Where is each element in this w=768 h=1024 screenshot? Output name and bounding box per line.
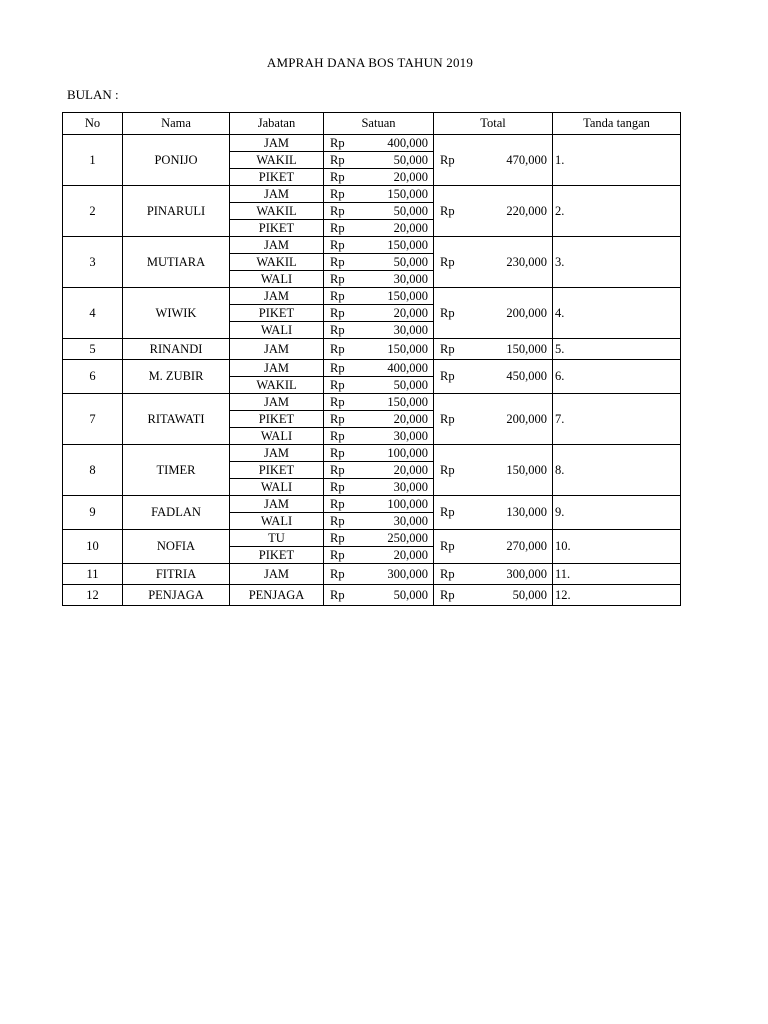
satuan-amount: 250,000	[387, 530, 428, 545]
cell-tanda-tangan: 10.	[553, 530, 681, 564]
cell-total	[434, 496, 553, 530]
cell-tanda-tangan: 2.	[553, 186, 681, 237]
satuan-amount: 20,000	[393, 462, 428, 477]
table-row	[63, 496, 681, 513]
cell-satuan	[324, 377, 434, 394]
currency-label: Rp	[330, 566, 345, 581]
currency-label: Rp	[330, 169, 345, 184]
cell-nama: M. ZUBIR	[123, 360, 230, 394]
cell-tanda-tangan: 8.	[553, 445, 681, 496]
cell-jabatan: JAM	[230, 237, 324, 254]
cell-jabatan: WALI	[230, 322, 324, 339]
currency-label: Rp	[330, 254, 345, 269]
currency-label: Rp	[330, 445, 345, 460]
cell-total	[434, 530, 553, 564]
currency-label: Rp	[330, 360, 345, 375]
cell-no: 10	[63, 530, 123, 564]
currency-label: Rp	[440, 254, 455, 269]
cell-satuan	[324, 428, 434, 445]
cell-total	[434, 237, 553, 288]
table-row	[63, 564, 681, 585]
total-amount: 50,000	[512, 587, 547, 602]
currency-label: Rp	[330, 341, 345, 356]
header-tanda-tangan: Tanda tangan	[553, 113, 681, 135]
satuan-amount: 400,000	[387, 135, 428, 150]
cell-tanda-tangan: 3.	[553, 237, 681, 288]
cell-no: 4	[63, 288, 123, 339]
table-row	[63, 237, 681, 254]
cell-satuan	[324, 462, 434, 479]
cell-jabatan: PIKET	[230, 305, 324, 322]
cell-total	[434, 186, 553, 237]
satuan-amount: 100,000	[387, 496, 428, 511]
total-amount: 450,000	[506, 369, 547, 383]
satuan-amount: 30,000	[393, 322, 428, 337]
currency-label: Rp	[330, 479, 345, 494]
cell-satuan	[324, 547, 434, 564]
cell-jabatan: WALI	[230, 271, 324, 288]
currency-label: Rp	[440, 203, 455, 218]
cell-satuan	[324, 339, 434, 360]
cell-jabatan: TU	[230, 530, 324, 547]
currency-label: Rp	[440, 305, 455, 320]
table-row	[63, 339, 681, 360]
currency-label: Rp	[440, 341, 455, 356]
cell-satuan	[324, 322, 434, 339]
satuan-amount: 30,000	[393, 428, 428, 443]
currency-label: Rp	[440, 152, 455, 167]
cell-jabatan: JAM	[230, 339, 324, 360]
cell-jabatan: JAM	[230, 360, 324, 377]
cell-satuan	[324, 496, 434, 513]
cell-satuan	[324, 305, 434, 322]
satuan-amount: 20,000	[393, 220, 428, 235]
cell-tanda-tangan: 9.	[553, 496, 681, 530]
currency-label: Rp	[440, 505, 455, 519]
total-amount: 220,000	[506, 203, 547, 218]
cell-total	[434, 564, 553, 585]
satuan-amount: 100,000	[387, 445, 428, 460]
cell-nama: FITRIA	[123, 564, 230, 585]
total-amount: 150,000	[506, 341, 547, 356]
table-row	[63, 288, 681, 305]
cell-no: 5	[63, 339, 123, 360]
currency-label: Rp	[440, 462, 455, 477]
currency-label: Rp	[330, 547, 345, 562]
table-row	[63, 394, 681, 411]
satuan-amount: 50,000	[393, 377, 428, 392]
cell-satuan	[324, 254, 434, 271]
header-jabatan: Jabatan	[230, 113, 324, 135]
cell-jabatan: PIKET	[230, 169, 324, 186]
currency-label: Rp	[440, 369, 455, 383]
total-amount: 300,000	[506, 566, 547, 581]
cell-jabatan: PIKET	[230, 220, 324, 237]
satuan-amount: 300,000	[387, 566, 428, 581]
cell-satuan	[324, 152, 434, 169]
currency-label: Rp	[330, 203, 345, 218]
cell-jabatan: JAM	[230, 288, 324, 305]
total-amount: 200,000	[506, 305, 547, 320]
cell-satuan	[324, 564, 434, 585]
cell-total	[434, 394, 553, 445]
currency-label: Rp	[440, 566, 455, 581]
cell-satuan	[324, 360, 434, 377]
cell-tanda-tangan: 7.	[553, 394, 681, 445]
cell-satuan	[324, 203, 434, 220]
satuan-amount: 50,000	[393, 152, 428, 167]
satuan-amount: 50,000	[393, 587, 428, 602]
amprah-table	[62, 112, 681, 606]
table-row	[63, 135, 681, 152]
cell-satuan	[324, 169, 434, 186]
satuan-amount: 400,000	[387, 360, 428, 375]
cell-tanda-tangan: 5.	[553, 339, 681, 360]
cell-jabatan: WAKIL	[230, 254, 324, 271]
cell-jabatan: PIKET	[230, 462, 324, 479]
cell-jabatan: PENJAGA	[230, 585, 324, 606]
currency-label: Rp	[330, 220, 345, 235]
cell-nama: PINARULI	[123, 186, 230, 237]
table-row	[63, 585, 681, 606]
cell-nama: TIMER	[123, 445, 230, 496]
cell-jabatan: WAKIL	[230, 203, 324, 220]
cell-jabatan: PIKET	[230, 411, 324, 428]
currency-label: Rp	[330, 271, 345, 286]
cell-no: 8	[63, 445, 123, 496]
bulan-label: BULAN :	[67, 87, 119, 102]
cell-jabatan: WALI	[230, 428, 324, 445]
table-row	[63, 445, 681, 462]
currency-label: Rp	[330, 152, 345, 167]
currency-label: Rp	[330, 530, 345, 545]
total-amount: 230,000	[506, 254, 547, 269]
satuan-amount: 150,000	[387, 394, 428, 409]
cell-satuan	[324, 237, 434, 254]
cell-satuan	[324, 271, 434, 288]
currency-label: Rp	[330, 288, 345, 303]
currency-label: Rp	[330, 496, 345, 511]
currency-label: Rp	[330, 394, 345, 409]
satuan-amount: 20,000	[393, 547, 428, 562]
header-row	[63, 113, 681, 135]
satuan-amount: 150,000	[387, 288, 428, 303]
cell-no: 9	[63, 496, 123, 530]
cell-jabatan: JAM	[230, 186, 324, 203]
table-row	[63, 186, 681, 203]
satuan-amount: 20,000	[393, 305, 428, 320]
cell-jabatan: JAM	[230, 445, 324, 462]
satuan-amount: 20,000	[393, 169, 428, 184]
satuan-amount: 50,000	[393, 203, 428, 218]
total-amount: 130,000	[506, 505, 547, 519]
cell-satuan	[324, 411, 434, 428]
table-row	[63, 530, 681, 547]
cell-nama: RITAWATI	[123, 394, 230, 445]
cell-jabatan: JAM	[230, 564, 324, 585]
cell-tanda-tangan: 12.	[553, 585, 681, 606]
cell-satuan	[324, 186, 434, 203]
cell-tanda-tangan: 1.	[553, 135, 681, 186]
cell-no: 7	[63, 394, 123, 445]
total-amount: 200,000	[506, 411, 547, 426]
table-body	[63, 135, 681, 606]
cell-satuan	[324, 394, 434, 411]
cell-no: 12	[63, 585, 123, 606]
cell-no: 6	[63, 360, 123, 394]
cell-satuan	[324, 585, 434, 606]
table-row	[63, 360, 681, 377]
cell-nama: NOFIA	[123, 530, 230, 564]
cell-nama: RINANDI	[123, 339, 230, 360]
satuan-amount: 150,000	[387, 341, 428, 356]
cell-no: 3	[63, 237, 123, 288]
total-amount: 150,000	[506, 462, 547, 477]
header-no: No	[63, 113, 123, 135]
cell-tanda-tangan: 11.	[553, 564, 681, 585]
cell-nama: WIWIK	[123, 288, 230, 339]
cell-jabatan: JAM	[230, 394, 324, 411]
currency-label: Rp	[330, 411, 345, 426]
cell-nama: PENJAGA	[123, 585, 230, 606]
header-total: Total	[434, 113, 553, 135]
satuan-amount: 30,000	[393, 513, 428, 528]
cell-nama: PONIJO	[123, 135, 230, 186]
currency-label: Rp	[330, 322, 345, 337]
cell-jabatan: WAKIL	[230, 377, 324, 394]
currency-label: Rp	[330, 186, 345, 201]
currency-label: Rp	[440, 587, 455, 602]
cell-tanda-tangan: 4.	[553, 288, 681, 339]
currency-label: Rp	[330, 462, 345, 477]
satuan-amount: 30,000	[393, 479, 428, 494]
currency-label: Rp	[330, 513, 345, 528]
cell-jabatan: WALI	[230, 479, 324, 496]
currency-label: Rp	[330, 377, 345, 392]
satuan-amount: 30,000	[393, 271, 428, 286]
cell-satuan	[324, 479, 434, 496]
cell-jabatan: WAKIL	[230, 152, 324, 169]
satuan-amount: 50,000	[393, 254, 428, 269]
cell-total	[434, 585, 553, 606]
total-amount: 270,000	[506, 539, 547, 553]
cell-satuan	[324, 513, 434, 530]
cell-jabatan: WALI	[230, 513, 324, 530]
cell-satuan	[324, 288, 434, 305]
currency-label: Rp	[330, 305, 345, 320]
currency-label: Rp	[330, 135, 345, 150]
total-amount: 470,000	[506, 152, 547, 167]
currency-label: Rp	[440, 411, 455, 426]
currency-label: Rp	[440, 539, 455, 553]
cell-total	[434, 288, 553, 339]
cell-nama: FADLAN	[123, 496, 230, 530]
header-satuan: Satuan	[324, 113, 434, 135]
currency-label: Rp	[330, 428, 345, 443]
satuan-amount: 150,000	[387, 186, 428, 201]
cell-total	[434, 445, 553, 496]
satuan-amount: 150,000	[387, 237, 428, 252]
cell-satuan	[324, 445, 434, 462]
cell-total	[434, 135, 553, 186]
cell-jabatan: JAM	[230, 135, 324, 152]
cell-satuan	[324, 135, 434, 152]
currency-label: Rp	[330, 237, 345, 252]
cell-no: 11	[63, 564, 123, 585]
cell-no: 1	[63, 135, 123, 186]
cell-tanda-tangan: 6.	[553, 360, 681, 394]
currency-label: Rp	[330, 587, 345, 602]
cell-nama: MUTIARA	[123, 237, 230, 288]
cell-jabatan: PIKET	[230, 547, 324, 564]
cell-satuan	[324, 220, 434, 237]
cell-no: 2	[63, 186, 123, 237]
cell-total	[434, 360, 553, 394]
satuan-amount: 20,000	[393, 411, 428, 426]
cell-total	[434, 339, 553, 360]
cell-jabatan: JAM	[230, 496, 324, 513]
header-nama: Nama	[123, 113, 230, 135]
cell-satuan	[324, 530, 434, 547]
document-title: AMPRAH DANA BOS TAHUN 2019	[266, 55, 474, 70]
